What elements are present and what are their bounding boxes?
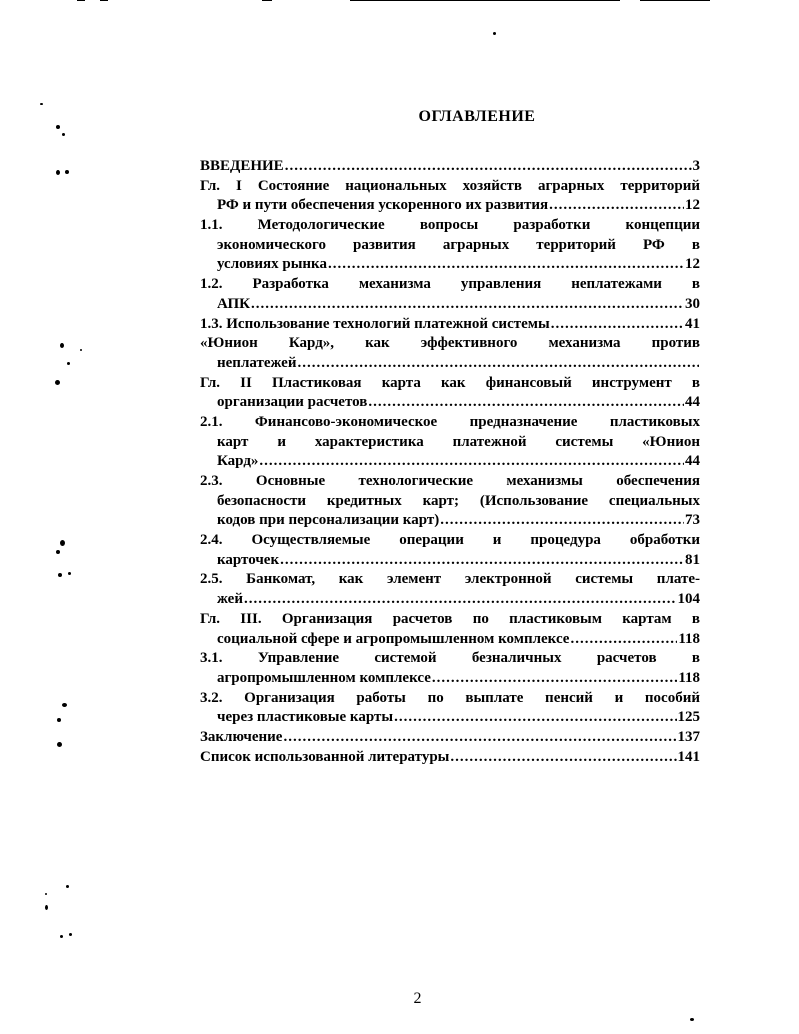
toc-entry-label: Гл. I Состояние национальных хозяйств аграрных территорий: [200, 177, 700, 194]
leader-dots: [283, 728, 676, 748]
toc-entry-ch2: [200, 374, 700, 394]
leader-dots: [570, 630, 677, 650]
toc-entry-label: карт и характеристика платежной системы «Юнион: [217, 433, 700, 450]
toc-entry-1-2-cont: [200, 295, 700, 315]
scan-speck: [69, 933, 72, 936]
toc-entry-label: карточек: [217, 551, 280, 568]
toc-entry-3-2-cont: [200, 708, 700, 728]
scan-speck: [65, 170, 69, 174]
scan-speck: [60, 343, 64, 348]
toc-entry-2-5-cont: [200, 590, 700, 610]
leader-dots: [549, 196, 684, 216]
toc-entry-2-1-cont: [200, 452, 700, 472]
toc-entry-2-3: [200, 472, 700, 492]
toc-entry-2-1: [200, 413, 700, 433]
toc-entry-3-2: [200, 689, 700, 709]
toc-page-number: 3: [692, 158, 700, 174]
toc-entry-ch1: [200, 177, 700, 197]
toc-entry-label: ВВЕДЕНИЕ: [200, 158, 284, 174]
scan-speck: [80, 349, 82, 351]
toc-entry-2-4-cont: [200, 551, 700, 571]
scan-speck: [68, 572, 71, 575]
leader-dots: [432, 669, 677, 689]
toc-entry-label: «Юнион Кард», как эффективного механизма против: [200, 335, 700, 352]
toc-entry-ch2-cont: [200, 393, 700, 413]
toc-entry-1-1: [200, 216, 700, 236]
scan-speck: [66, 885, 69, 888]
scan-speck: [58, 573, 62, 577]
toc-entry-1-2: [200, 275, 700, 295]
toc-entry-label: 2.4. Осуществляемые операции и процедура обработки: [200, 532, 700, 549]
toc-entry-label: 2.3. Основные технологические механизмы обеспечения: [200, 473, 700, 489]
toc-entry-label: организации расчетов: [217, 394, 368, 411]
toc-entry-ch3: [200, 610, 700, 630]
toc-page-number: 73: [685, 512, 700, 529]
toc-entry-1-3: [200, 315, 700, 335]
scan-top-line: [100, 0, 108, 1]
toc-entry-label: 3.1. Управление системой безналичных расчетов в: [200, 650, 700, 667]
leader-dots: [450, 748, 676, 768]
toc-page-number: 44: [685, 394, 700, 411]
scan-speck: [45, 893, 47, 895]
scan-speck: [40, 103, 43, 105]
toc-entry-3-1: [200, 649, 700, 669]
toc-entry-label: безопасности кредитных карт; (Использование специальных: [217, 492, 700, 509]
toc-page-number: 104: [677, 591, 700, 608]
toc-page-number: 12: [685, 197, 700, 214]
toc-entry-2-4: [200, 531, 700, 551]
leader-dots: [297, 354, 699, 374]
toc-page-number: 81: [685, 551, 700, 568]
page-title: ОГЛАВЛЕНИЕ: [418, 108, 536, 125]
toc-entry-label: социальной сфере и агропромышленном комплексе: [217, 630, 570, 647]
scan-speck: [62, 133, 65, 136]
toc-entry-1-3-cont: [200, 334, 700, 354]
scan-speck: [56, 170, 60, 175]
scan-speck: [67, 362, 70, 365]
toc-entry-label: Кард»: [217, 453, 259, 470]
toc-entry-literature: [200, 748, 700, 768]
toc-entry-3-1-cont: [200, 669, 700, 689]
toc-entry-label: агропромышленном комплексе: [217, 669, 431, 686]
toc-entry-1-1-cont: [200, 255, 700, 275]
scan-speck: [57, 718, 61, 722]
page-number: 2: [413, 990, 422, 1007]
scan-speck: [60, 540, 65, 546]
toc-entry-label: 3.2. Организация работы по выплате пенсий и пособий: [200, 689, 700, 706]
toc-page-number: 30: [685, 295, 700, 312]
toc-entry-label: Заключение: [200, 728, 283, 745]
scan-speck: [60, 935, 63, 938]
toc-entry-label: 2.5. Банкомат, как элемент электронной системы плате-: [200, 571, 700, 588]
toc-entry-label: 2.1. Финансово-экономическое предназначение пластиковых: [200, 413, 700, 430]
scan-speck: [493, 32, 496, 35]
toc-entry-label: Гл. III. Организация расчетов по пластиковым картам в: [200, 610, 700, 627]
scan-top-line: [77, 0, 85, 1]
scan-top-line: [262, 0, 272, 1]
toc-entry-label: через пластиковые карты: [217, 709, 394, 726]
leader-dots: [440, 511, 684, 531]
toc-entry-label: 1.1. Методологические вопросы разработки концепции: [200, 217, 700, 234]
toc-entry-ch1-cont: [200, 196, 700, 216]
scan-speck: [57, 742, 62, 747]
toc-entry-1-3-cont: [200, 354, 700, 374]
leader-dots: [244, 590, 677, 610]
scan-speck: [690, 1018, 694, 1021]
toc-page-number: 41: [685, 315, 700, 332]
toc-page-number: 12: [685, 256, 700, 273]
toc-entry-intro: [200, 157, 700, 177]
toc-entry-2-3-cont: [200, 511, 700, 531]
toc-entry-label: неплатежей: [217, 354, 297, 371]
toc-page-number: 44: [685, 453, 700, 470]
toc-entry-label: условиях рынка: [217, 256, 327, 273]
scan-speck: [45, 905, 48, 910]
table-of-contents: [200, 157, 700, 767]
toc-entry-conclusion: [200, 728, 700, 748]
toc-page-number: 118: [678, 669, 700, 686]
toc-entry-label: РФ и пути обеспечения ускоренного их развития: [217, 197, 549, 214]
scan-top-line: [350, 0, 620, 1]
scan-speck: [55, 380, 60, 385]
toc-entry-label: кодов при персонализации карт): [217, 512, 440, 529]
leader-dots: [328, 255, 684, 275]
toc-entry-2-5: [200, 570, 700, 590]
scan-speck: [56, 550, 60, 554]
toc-entry-ch3-cont: [200, 630, 700, 650]
toc-entry-label: Список использованной литературы: [200, 748, 450, 765]
leader-dots: [280, 551, 684, 571]
toc-page-number: 118: [678, 630, 700, 647]
toc-page-number: 137: [677, 728, 700, 745]
toc-entry-2-1-cont: [200, 433, 700, 453]
leader-dots: [551, 315, 684, 335]
toc-entry-label: жей: [217, 591, 243, 608]
toc-entry-2-3-cont: [200, 492, 700, 512]
leader-dots: [394, 708, 676, 728]
leader-dots: [368, 393, 684, 413]
toc-entry-label: АПК: [217, 295, 251, 312]
toc-entry-1-1-cont: [200, 236, 700, 256]
toc-entry-label: 1.3. Использование технологий платежной системы: [200, 315, 550, 332]
leader-dots: [251, 295, 684, 315]
scan-top-line: [640, 0, 710, 1]
toc-page-number: 125: [677, 709, 700, 726]
leader-dots: [259, 452, 684, 472]
toc-page-number: 141: [677, 748, 700, 765]
toc-entry-label: Гл. II Пластиковая карта как финансовый инструмент в: [200, 374, 700, 391]
scan-speck: [62, 703, 67, 707]
toc-entry-label: 1.2. Разработка механизма управления неплатежами в: [200, 276, 700, 293]
leader-dots: [285, 157, 692, 177]
toc-entry-label: экономического развития аграрных территорий РФ в: [217, 236, 700, 253]
